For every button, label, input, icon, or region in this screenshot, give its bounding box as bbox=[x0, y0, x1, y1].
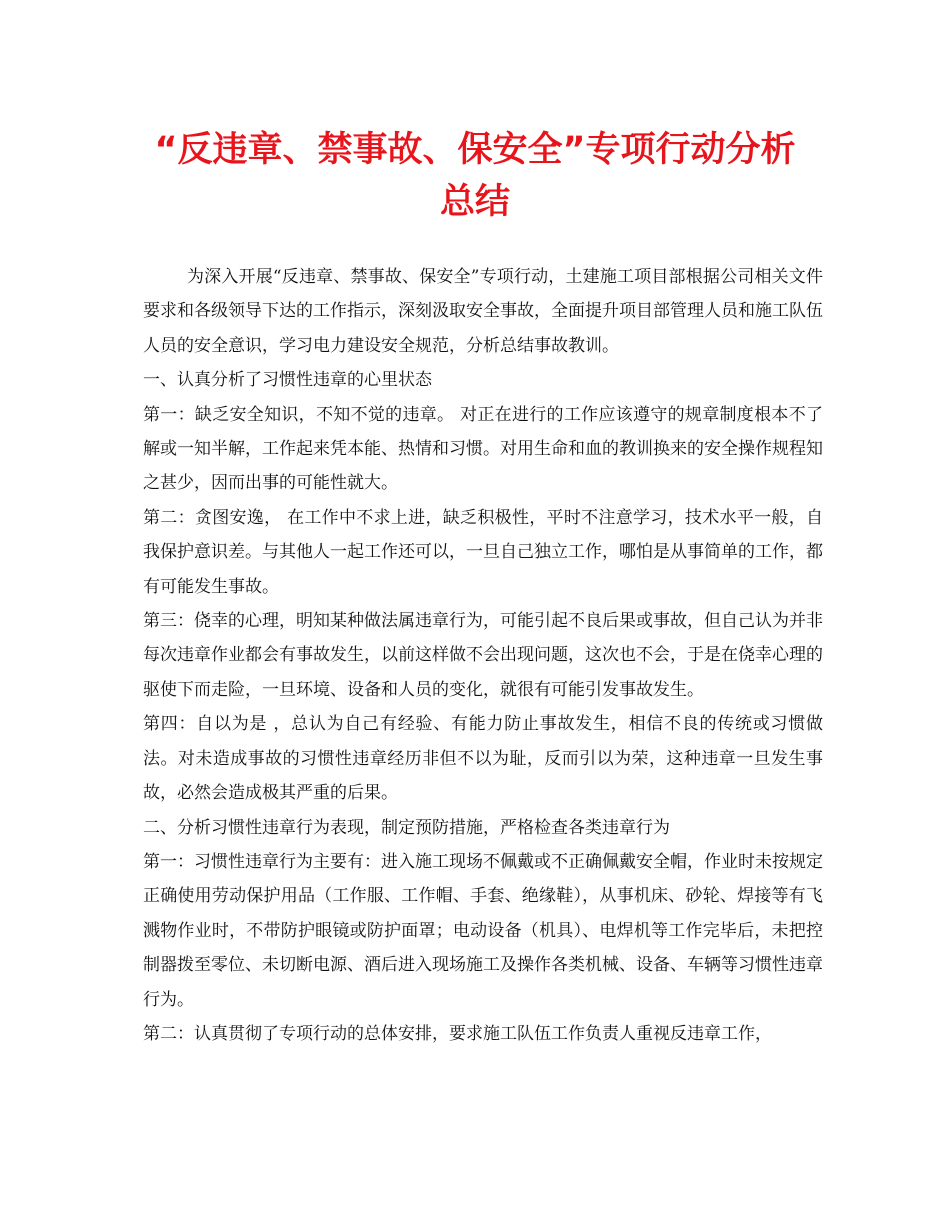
paragraph-point-2: 第二：贪图安逸， 在工作中不求上进，缺乏积极性，平时不注意学习，技术水平一般，自我保护意识差。与其他人一起工作还可以，一旦自己独立工作，哪怕是从事简单的工作，都有可能发生事故。 bbox=[143, 507, 823, 597]
paragraph-point-3: 第三：侥幸的心理，明知某种做法属违章行为，可能引起不良后果或事故，但自己认为并非每次违章作业都会有事故发生，以前这样做不会出现问题，这次也不会，于是在侥幸心理的驱使下而走险，一旦环境、设备和人员的变化，就很有可能引发事故发生。 bbox=[143, 611, 823, 700]
title-line-2: 总结 bbox=[439, 182, 510, 222]
paragraph-point-1: 第一：缺乏安全知识，不知不觉的违章。 对正在进行的工作应该遵守的规章制度根本不了解或一知半解，工作起来凭本能、热情和习惯。对用生命和血的教训换来的安全操作规程知之甚少，因而出事的可能性就大。 bbox=[143, 404, 823, 494]
document-title bbox=[120, 124, 830, 228]
document-body bbox=[143, 260, 823, 1051]
section-heading-2: 二、分析习惯性违章行为表现，制定预防措施，严格检查各类违章行为 bbox=[143, 817, 670, 838]
intro-paragraph: 为深入开展“反违章、禁事故、保安全”专项行动，土建施工项目部根据公司相关文件要求和各级领导下达的工作指示，深刻汲取安全事故，全面提升项目部管理人员和施工队伍人员的安全意识，学习电力建设安全规范，分析总结事故教训。 bbox=[143, 267, 823, 356]
section-heading-1: 一、认真分析了习惯性违章的心里状态 bbox=[143, 370, 432, 391]
paragraph-point-4: 第四：自以为是 ，总认为自己有经验、有能力防止事故发生，相信不良的传统或习惯做法。对未造成事故的习惯性违章经历非但不以为耻，反而引以为荣，这种违章一旦发生事故，必然会造成极其严重的后果。 bbox=[143, 714, 823, 804]
paragraph-point-5: 第一：习惯性违章行为主要有：进入施工现场不佩戴或不正确佩戴安全帽，作业时未按规定正确使用劳动保护用品（工作服、工作帽、手套、绝缘鞋），从事机床、砂轮、焊接等有飞溅物作业时，不带防护眼镜或防护面罩；电动设备（机具）、电焊机等工作完毕后，未把控制器拨至零位、未切断电源、酒后进入现场施工及操作各类机械、设备、车辆等习惯性违章行为。 bbox=[143, 851, 823, 1010]
title-line-1: “反违章、禁事故、保安全”专项行动分析 bbox=[154, 130, 796, 170]
paragraph-point-6: 第二：认真贯彻了专项行动的总体安排，要求施工队伍工作负责人重视反违章工作， bbox=[143, 1023, 772, 1044]
